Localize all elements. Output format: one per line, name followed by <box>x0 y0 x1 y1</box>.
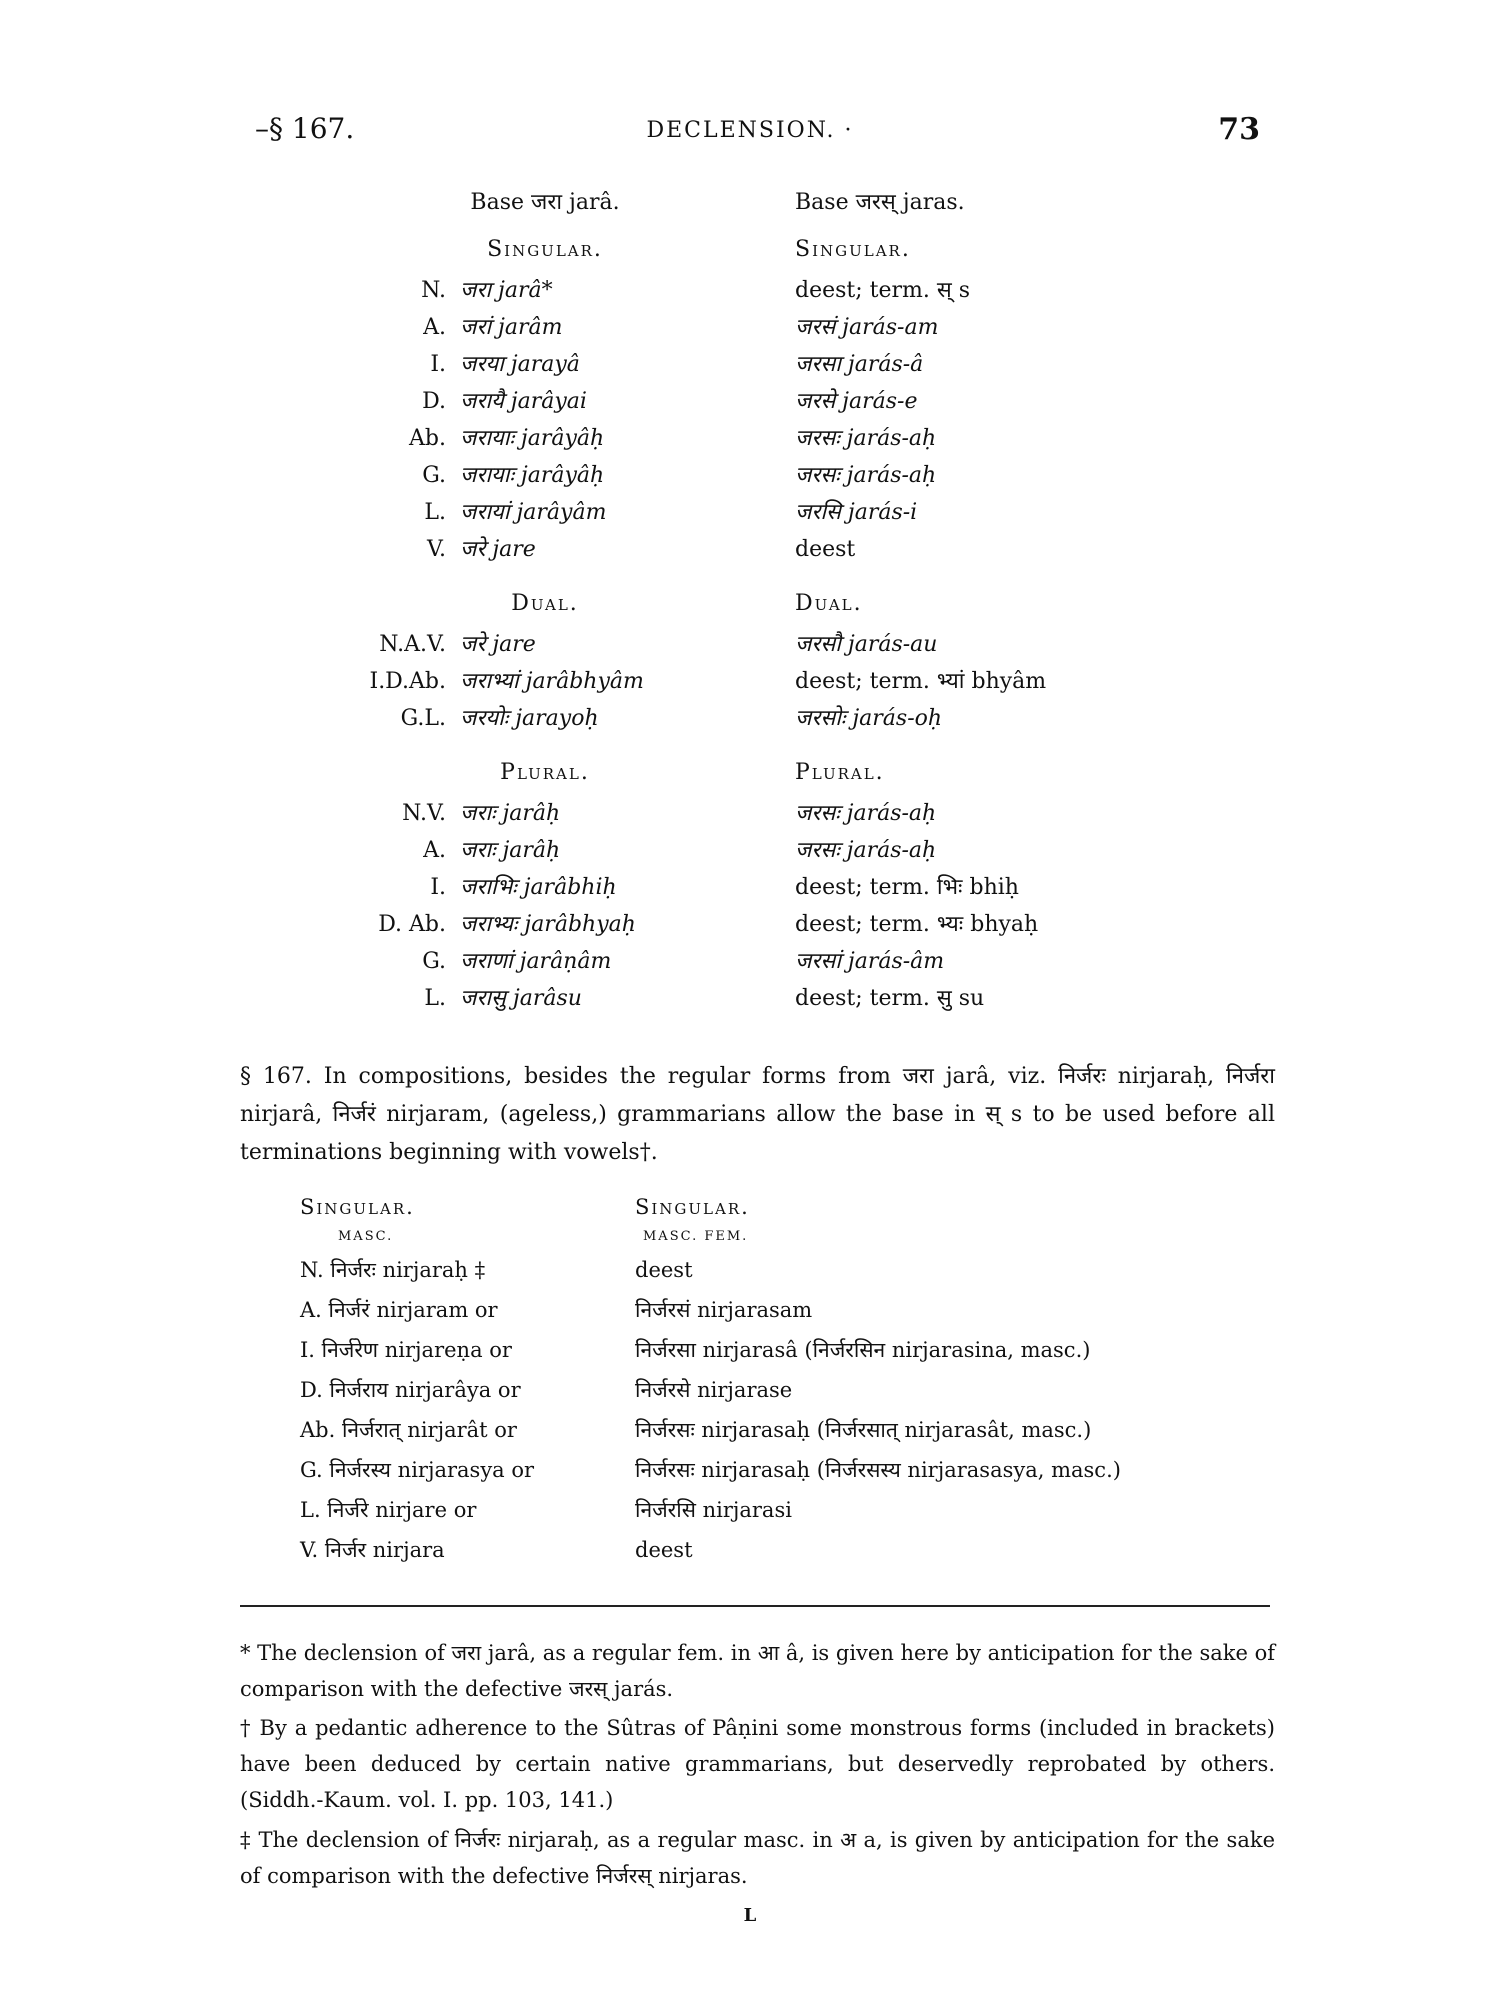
table-row: जरसे jarás-e <box>795 389 918 414</box>
case-form: जरे jare <box>460 537 536 562</box>
running-title: DECLENSION. · <box>646 118 854 143</box>
case-label: D. <box>422 389 446 414</box>
section-number: –§ 167. <box>255 112 355 145</box>
table-row <box>330 906 760 943</box>
column-heading: Singular. <box>635 1195 750 1219</box>
table-row: जरसौ jarás-au <box>795 632 938 657</box>
case-label: I. <box>430 875 446 900</box>
case-label: A. <box>423 315 446 340</box>
footnote-divider <box>240 1605 1270 1607</box>
masc-form: I. निर्जरेण nirjareṇa or <box>300 1338 512 1362</box>
table-row: deest <box>795 537 856 562</box>
footnote-dagger: † By a pedantic adherence to the Sûtras of Pâṇini some monstrous forms (included in brackets) have been deduced by certain native grammarians, but deservedly reprobated by others. (Siddh.-Kaum. vol. I. pp. 103, 141.) <box>240 1716 1275 1812</box>
table-row: जरसः jarás-aḥ <box>795 838 937 863</box>
case-form: जराभ्यः jarâbhyaḥ <box>460 912 636 937</box>
case-form: जराभिः jarâbhiḥ <box>460 875 617 900</box>
gender-label: MASC. FEM. <box>643 1229 749 1244</box>
masc-form: L. निर्जरे nirjare or <box>300 1498 477 1522</box>
table-row: जरसोः jarás-oḥ <box>795 706 943 731</box>
table-row: जरसः jarás-aḥ <box>795 801 937 826</box>
case-label: G. <box>422 463 446 488</box>
table-row <box>330 272 760 309</box>
table-row <box>330 700 760 737</box>
table-row <box>330 309 760 346</box>
s-base-form: निर्जरसि nirjarasi <box>635 1498 792 1522</box>
case-form: जरा jarâ* <box>460 278 553 303</box>
table-row <box>300 1490 1280 1530</box>
table-row <box>300 1370 1280 1410</box>
dual-heading: Dual. <box>795 591 863 616</box>
footnote-asterisk: * The declension of जरा jarâ, as a regular fem. in आ â, is given here by anticipation for the sake of comparison with the defective जरस् jarás. <box>240 1641 1275 1701</box>
singular-heading: Singular. <box>487 237 603 262</box>
masc-form: D. निर्जराय nirjarâya or <box>300 1378 521 1402</box>
table-row: deest; term. स् s <box>795 278 971 303</box>
page-number: 73 <box>1218 112 1260 147</box>
case-label: L. <box>424 500 446 525</box>
table-row <box>330 832 760 869</box>
s-base-form: निर्जरसे nirjarase <box>635 1378 793 1402</box>
case-form: जराणां jarâṇâm <box>460 949 612 974</box>
case-label: Ab. <box>409 426 446 451</box>
case-form: जरायां jarâyâm <box>460 500 607 525</box>
table-row: जरसं jarás-am <box>795 315 939 340</box>
table-row: जरसः jarás-aḥ <box>795 426 937 451</box>
table-row <box>300 1250 1280 1290</box>
case-form: जरया jarayâ <box>460 352 580 377</box>
table-row: deest; term. सु su <box>795 986 985 1011</box>
case-label: G.L. <box>400 706 446 731</box>
table-row <box>330 346 760 383</box>
case-form: जरायाः jarâyâḥ <box>460 426 605 451</box>
table-row <box>300 1530 1280 1570</box>
table-row <box>330 663 760 700</box>
table-row <box>330 494 760 531</box>
base-label: Base जरस् jaras. <box>795 190 965 215</box>
declension-nirjaras <box>300 1190 1280 1570</box>
column-heading: Singular. <box>300 1195 415 1219</box>
case-label: V. <box>426 537 446 562</box>
table-row: deest; term. भ्यः bhyaḥ <box>795 912 1039 937</box>
table-row <box>300 1290 1280 1330</box>
masc-form: N. निर्जरः nirjaraḥ ‡ <box>300 1258 486 1282</box>
s-base-form: deest <box>635 1258 693 1282</box>
case-form: जरयोः jarayoḥ <box>460 706 599 731</box>
table-row <box>330 980 760 1017</box>
table-row: जरसां jarás-âm <box>795 949 945 974</box>
table-row <box>300 1450 1280 1490</box>
table-row <box>330 869 760 906</box>
table-row <box>300 1330 1280 1370</box>
table-row <box>330 626 760 663</box>
table-row: जरसः jarás-aḥ <box>795 463 937 488</box>
table-row <box>330 531 760 568</box>
case-form: जरायाः jarâyâḥ <box>460 463 605 488</box>
dual-heading: Dual. <box>511 591 579 616</box>
case-label: G. <box>422 949 446 974</box>
declension-jara <box>330 178 760 1017</box>
base-label: Base जरा jarâ. <box>470 190 620 215</box>
case-label: N. <box>421 278 446 303</box>
singular-heading: Singular. <box>795 237 911 262</box>
table-row: जरसि jarás-i <box>795 500 918 525</box>
table-row: जरसा jarás-â <box>795 352 924 377</box>
footnote-double-dagger: ‡ The declension of निर्जरः nirjaraḥ, as a regular masc. in अ a, is given by anticipation for the sake of comparison with the defective निर्जरस् nirjaras. <box>240 1828 1275 1888</box>
masc-form: G. निर्जरस्य nirjarasya or <box>300 1458 535 1482</box>
case-label: N.A.V. <box>379 632 446 657</box>
case-form: जरायै jarâyai <box>460 389 587 414</box>
section-paragraph: § 167. In compositions, besides the regular forms from जरा jarâ, viz. निर्जरः nirjaraḥ, निर्जरा nirjarâ, निर्जरं nirjaram, (ageless,) grammarians allow the base in स् s to be used before all terminations beginning with vowels†. <box>240 1064 1275 1165</box>
s-base-form: निर्जरसः nirjarasaḥ (निर्जरसात् nirjarasât, masc.) <box>635 1418 1092 1442</box>
plural-heading: Plural. <box>500 760 590 785</box>
case-form: जराभ्यां jarâbhyâm <box>460 669 644 694</box>
case-label: N.V. <box>402 801 446 826</box>
table-row <box>330 420 760 457</box>
case-form: जरासु jarâsu <box>460 986 582 1011</box>
masc-form: Ab. निर्जरात् nirjarât or <box>300 1418 517 1442</box>
case-form: जराः jarâḥ <box>460 801 561 826</box>
table-row <box>300 1410 1280 1450</box>
table-row <box>330 943 760 980</box>
table-row <box>330 383 760 420</box>
case-label: L. <box>424 986 446 1011</box>
s-base-form: deest <box>635 1538 693 1562</box>
table-row: deest; term. भ्यां bhyâm <box>795 669 1047 694</box>
s-base-form: निर्जरसं nirjarasam <box>635 1298 813 1322</box>
masc-form: V. निर्जर nirjara <box>300 1538 445 1562</box>
case-form: जरां jarâm <box>460 315 563 340</box>
case-form: जराः jarâḥ <box>460 838 561 863</box>
s-base-form: निर्जरसा nirjarasâ (निर्जरसिन nirjarasina, masc.) <box>635 1338 1091 1362</box>
case-label: I. <box>430 352 446 377</box>
table-row <box>330 457 760 494</box>
s-base-form: निर्जरसः nirjarasaḥ (निर्जरसस्य nirjarasasya, masc.) <box>635 1458 1121 1482</box>
case-label: A. <box>423 838 446 863</box>
declension-jaras <box>795 178 1215 1017</box>
table-row <box>330 795 760 832</box>
gender-label: MASC. <box>338 1229 394 1244</box>
case-form: जरे jare <box>460 632 536 657</box>
signature-mark: L <box>743 1905 757 1926</box>
plural-heading: Plural. <box>795 760 885 785</box>
masc-form: A. निर्जरं nirjaram or <box>300 1298 498 1322</box>
case-label: I.D.Ab. <box>369 669 446 694</box>
case-label: D. Ab. <box>378 912 446 937</box>
singular-rows <box>330 272 760 568</box>
table-row: deest; term. भिः bhiḥ <box>795 875 1019 900</box>
